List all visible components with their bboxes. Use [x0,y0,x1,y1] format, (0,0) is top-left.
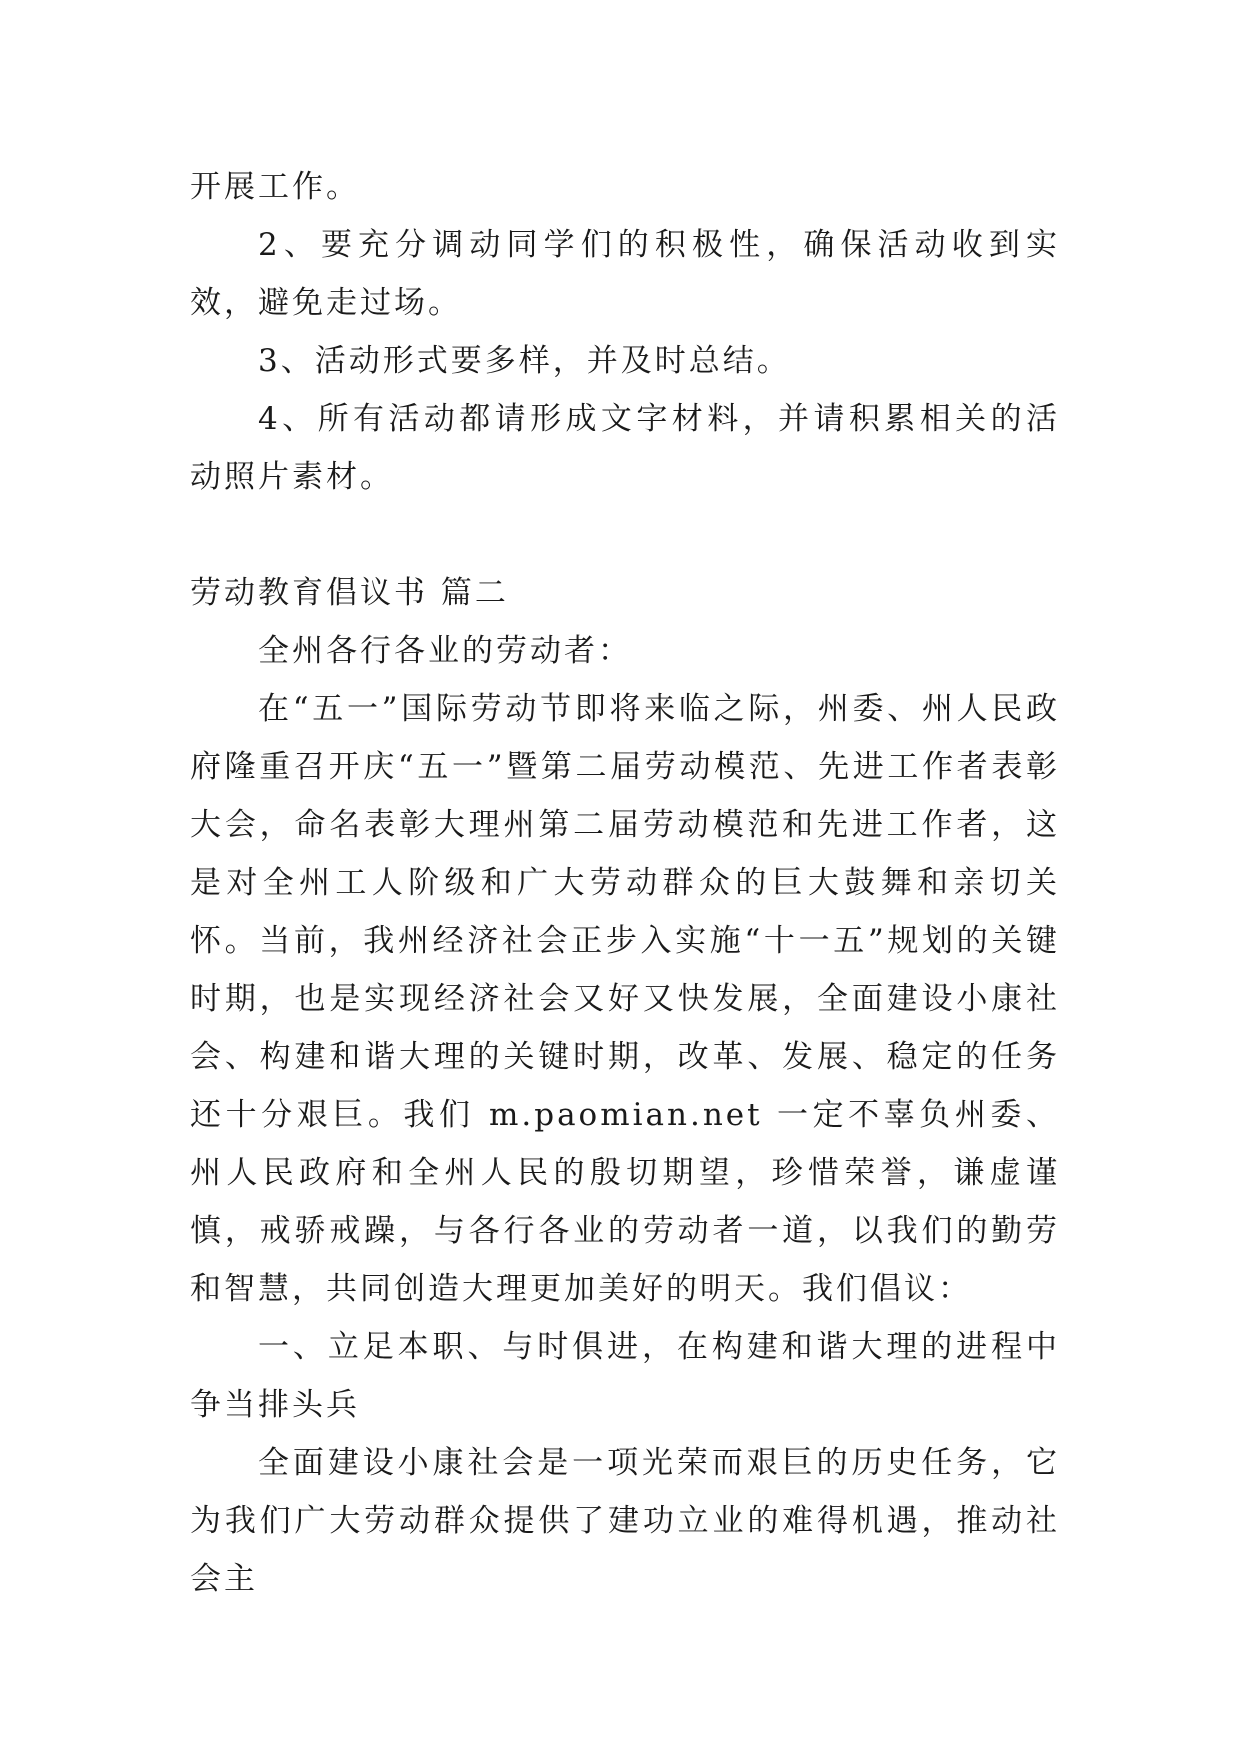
list-item-4: 4、所有活动都请形成文字材料，并请积累相关的活动照片素材。 [190,401,1060,495]
paragraph-continuation: 开展工作。 [190,169,360,205]
salutation: 全州各行各业的劳动者： [258,633,632,669]
list-item-2: 2、要充分调动同学们的积极性，确保活动收到实效，避免走过场。 [190,227,1060,321]
body-paragraph-intro: 在“五一”国际劳动节即将来临之际，州委、州人民政府隆重召开庆“五一”暨第二届劳动模范、先进工作者表彰大会，命名表彰大理州第二届劳动模范和先进工作者，这是对全州工人阶级和广大劳动群众的巨大鼓舞和亲切关怀。当前，我州经济社会正步入实施“十一五”规划的关键时期，也是实现经济社会又好又快发展，全面建设小康社会、构建和谐大理的关键时期，改革、发展、稳定的任务还十分艰巨。我们 m.paomian.net 一定不辜负州委、州人民政府和全州人民的殷切期望，珍惜荣誉，谦虚谨慎，戒骄戒躁，与各行各业的劳动者一道，以我们的勤劳和智慧，共同创造大理更加美好的明天。我们倡议： [190,691,1060,1307]
list-item-3: 3、活动形式要多样，并及时总结。 [258,343,791,379]
body-paragraph-point-1-text: 全面建设小康社会是一项光荣而艰巨的历史任务，它为我们广大劳动群众提供了建功立业的难得机遇，推动社会主 [190,1445,1060,1597]
document-body [190,158,1060,1608]
section-spacer [190,506,1060,564]
body-paragraph-point-1: 一、立足本职、与时俱进，在构建和谐大理的进程中争当排头兵 [190,1329,1060,1423]
section-title: 劳动教育倡议书 篇二 [190,575,509,611]
